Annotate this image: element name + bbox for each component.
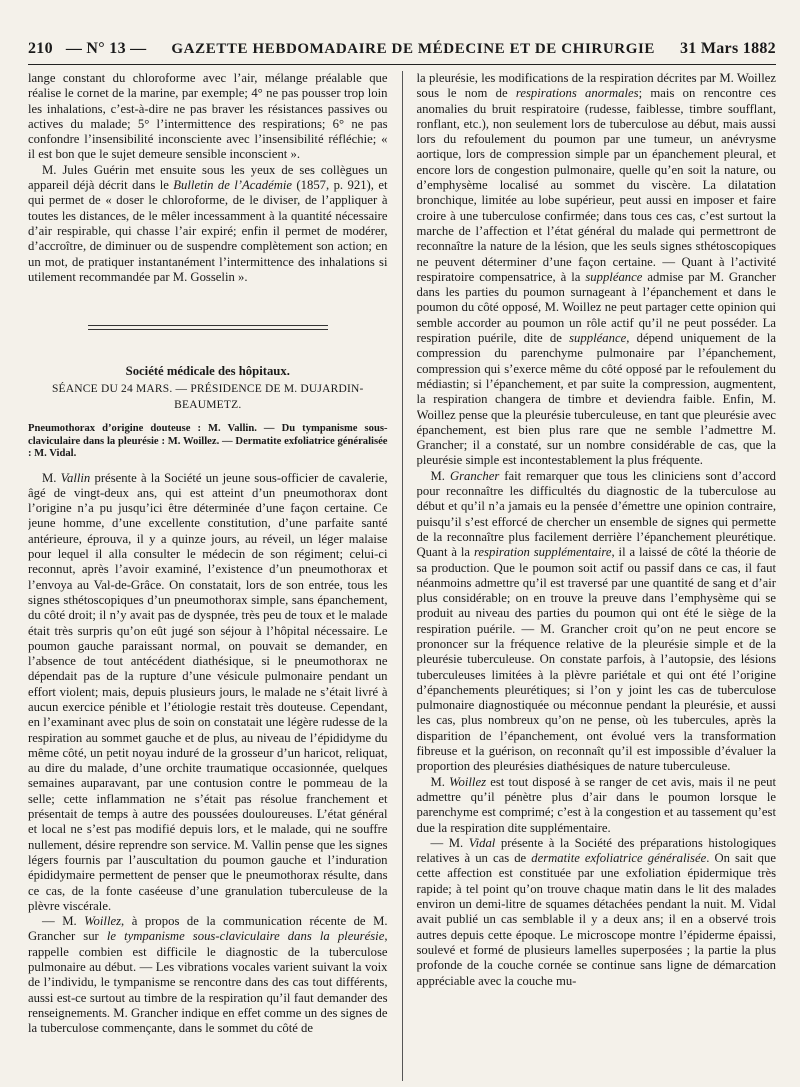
text-run: — M.: [430, 835, 469, 850]
emphasis: Bulletin de l’Académie: [173, 178, 293, 193]
text-run: est tout disposé à se ranger de cet avis, mais il ne peut admettre qu’il pénètre plus d’air dans le poumon lorsque le parenchyme est comprimé; c’est à la congestion et au tassement qu’est due la respiration dite supplémentaire.: [416, 774, 777, 835]
page-number: 210: [28, 40, 53, 57]
section-summary: Pneumothorax d’origine douteuse : M. Vallin. — Du tympanisme sous-claviculaire dans la pleurésie : M. Woillez. — Dermatite exfoliatrice généralisée : M. Vidal.: [28, 423, 388, 460]
emphasis: suppléance,: [569, 331, 630, 346]
section-rule: [88, 325, 328, 330]
header-left: [28, 40, 146, 58]
paragraph: [28, 914, 388, 1036]
issue-number: — N° 13 —: [65, 40, 147, 57]
paragraph: [417, 71, 777, 469]
paragraph: [28, 471, 388, 915]
paragraph: [417, 469, 777, 775]
paragraph: [28, 163, 388, 285]
emphasis: le tympanisme sous-claviculaire dans la pleurésie: [106, 929, 385, 944]
text-run: dépend uniquement de la compression du parenchyme pulmonaire par l’épanchement, compression qui s’exerce même du côté opposé par le refoulement du médiastin; si l’épanchement, et par suite la compression, augmentent, la respiration changera de timbre et deviendra faible. Enfin, M. Woillez pense que la pleurésie tuberculeuse, en tant que pleurésie avec épanchement, est bien plus rare que ne semble l’admettre M. Grancher; il a constaté, sur un nombre considérable de cas, que la pleurésie simple est incontestablement la plus fréquente.: [416, 331, 777, 468]
text-run: . On sait que cette affection est constituée par une exfoliation épidermique très rapide; à tel point qu’on trouve chaque matin dans le lit des malades environ un demi-litre de squames détachées pendant la nuit. M. Vidal avait publié un cas semblable il y a deux ans; il en a observé trois autres depuis cette époque. Le microscope montre l’épiderme épaissi, soulevé et formé de plusieurs lamelles superposées ; la partie la plus profonde de la couche cornée se continue sans ligne de démarcation appréciable avec la couche mu-: [416, 851, 777, 988]
text-run: , rappelle combien est difficile le diagnostic de la tuberculose pulmonaire au début. — Les vibrations vocales varient suivant la voix de l’individu, le tympanisme se rencontre dans des cas tout différents, aussi est-ce surtout au timbre de la respiration qu’il faut demander des renseignements. M. Grancher indique en effet comme un des signes de la tuberculose commençante, dans le sommet du côté de: [28, 929, 388, 1036]
text-run: M.: [430, 468, 450, 483]
text-run: , il a laissé de côté la théorie de sa production. Que le poumon soit actif ou passif dans ce cas, il faut néanmoins admettre qu’il est traversé par une quantité de sang et d’air plus considérable; on en trouve la preuve dans l’emphysème qui se produit au niveau des parties du poumon qui ont été le siège de la respiration puérile. — M. Grancher croit qu’on ne peut encore se prononcer sur la fréquence relative de la pleurésie simple et de la pleurésie tuberculeuse. On constate parfois, à l’autopsie, des lésions tuberculeuses limitées à la plèvre pariétale et qui ont été l’origine d’épanchements pleurétiques; si l’on y joint les cas de tuberculose pulmonaire diagnostiquée ou méconnue pendant la pleurésie, et aussi les cas, plus nombreux qu’on ne pense, où les tubercules, après la disparition de l’épanchement, ont évolué vers la transformation fibreuse et la guérison, on reconnaît qu’il est impossible d’évaluer la proportion des pleurésies diathésiques de nature tuberculeuse.: [416, 545, 777, 774]
emphasis: Woillez: [84, 914, 122, 929]
section-title: Société médicale des hôpitaux.: [125, 364, 290, 379]
journal-title: GAZETTE HEBDOMADAIRE DE MÉDECINE ET DE CHIRURGIE: [171, 41, 656, 57]
text-run: M. Jules Guérin met ensuite sous les yeux de ses collègues un appareil déjà décrit dans le: [28, 162, 388, 193]
text-run: — M.: [42, 914, 85, 929]
emphasis: Woillez: [449, 774, 487, 789]
column-divider: [402, 71, 403, 1081]
text-run: admise par M. Grancher dans les parties du poumon surnageant à l’épanchement et dans le poumon du côté opposé, M. Woillez ne peut partager cette opinion qui semble accorder au poumon un rôle actif qu’il ne peut posséder. La respiration puérile, dite de: [416, 269, 777, 346]
issue-date: 31 Mars 1882: [679, 40, 776, 57]
paragraph: [417, 836, 777, 989]
text-run: la pleurésie, les modifications de la respiration décrites par M. Woillez sous le nom de: [416, 71, 777, 101]
text-run: ; mais on rencontre ces anomalies du bruit respiratoire (rudesse, faiblesse, timbre soufflant, ronflant, etc.), non seulement lors de tuberculose au début, mais aussi lors du refoulement du poumon par une tumeur, un anévrysme aortique, lors de compression simple par un épanchement pleural, et encore lors de congestion pulmonaire, quelle qu’en soit la nature, ou d’emphysème localisé au sommet du viscère. La dilatation bronchique, limitée au lobe supérieur, peut aussi en imposer et faire croire à une tuberculose confirmée; dans tous ces cas, c’est surtout la marche de l’affection et l’état général du malade qui permettront de reconnaître la nature de la lésion, que les seuls signes sthétoscopiques ne peuvent déterminer d’une façon certaine. — Quant à l’activité respiratoire compensatrice, à la: [416, 86, 777, 284]
text-run: présente à la Société un jeune sous-officier de cavalerie, âgé de vingt-deux ans, qui est atteint d’un pneumothorax dont l’origine n’a pu jusqu’ici être déterminée d’une façon certaine. Ce jeune homme, d’une excellente constitution, d’une parfaite santé antérieure, éprouva, il y a quinze jours, au réveil, un léger malaise pour lequel il alla consulter le médecin de son régiment; celui-ci reconnut, après l’avoir examiné, l’existence d’un pneumothorax et l’envoya au Val-de-Grâce. On constatait, lors de son entrée, tous les signes sthétoscopiques d’un pneumothorax simple, sans épanchement, du côté droit; il n’y avait pas de dyspnée, très peu de toux et le malade était très surpris qu’on eût jugé son séjour à l’hôpital nécessaire. Le poumon gauche paraissant normal, on pouvait se demander, en l’absence de tout antécédent diathésique, si le pneumothorax ne dépendait pas de la rupture d’une vésicule pulmonaire pendant un effort violent; mais, depuis plusieurs jours, le malade ne s’était livré à aucun exercice pénible et l’étiologie restait très douteuse. Cependant, en l’examinant avec plus de soin on constatait une légère rudesse de la respiration au sommet gauche et de plus, au niveau de l’épididyme du même côté, un petit noyau induré de la grosseur d’un haricot, reliquat, au dire du malade, d’une orchite traumatique occasionnée, quelques semaines auparavant, par une contusion contre le pommeau de la selle; cette inflammation ne s’était pas résolue franchement et présentait de temps à autre des poussées douloureuses. L’état général et local ne s’est pas modifié depuis lors, et le malade, qui ne souffre nullement, désire reprendre son service. M. Vallin pense que les signes légers fournis par l’auscultation du poumon gauche et l’induration épididymaire permettent de penser que le pneumothorax résulte, dans ce cas, de la fonte caséeuse d’une granulation tuberculeuse de la plèvre viscérale.: [28, 470, 388, 913]
emphasis: respirations anormales: [515, 86, 639, 101]
text-run: fait remarquer que tous les cliniciens sont d’accord pour reconnaître les difficultés du diagnostic de la tuberculose au début et qu’il n’a jamais eu la pensée d’émettre une opinion contraire, puisqu’il s’est efforcé de chercher un ensemble de signes qui permette de la reconnaître plus facilement derrière l’épanchement pleurétique. Quant à la: [416, 468, 777, 560]
paragraph: [417, 775, 777, 836]
right-column: [417, 71, 777, 1081]
text-run: , à propos de la communication récente de M. Grancher sur: [28, 914, 388, 944]
emphasis: dermatite exfoliatrice généralisée: [531, 851, 707, 866]
text-run: (1857, p. 921), et qui permet de « doser le chloroforme, de le diviser, de l’appliquer à toutes les distances, de le mêler incessamment à la quantité nécessaire d’air respirable, qui chasse l’air expiré; enfin il permet de modérer, d’accroître, de diminuer ou de suspendre complètement son action; en un mot, de pratiquer instantanément l’intermittence des inhalations si utilement recommandée par M. Gosselin ».: [28, 178, 388, 284]
text-run: présente à la Société des préparations histologiques relatives à un cas de: [416, 835, 777, 866]
left-column: [28, 71, 388, 1081]
text-run: M.: [430, 774, 450, 789]
emphasis: Vallin: [60, 470, 91, 485]
emphasis: respiration supplémentaire: [473, 545, 612, 560]
emphasis: suppléance: [585, 269, 643, 284]
emphasis: Grancher: [449, 468, 500, 483]
text-columns: [28, 71, 776, 1081]
paragraph: lange constant du chloroforme avec l’air, mélange préalable que réalise le cornet de la marine, par exemple; 4° ne pas pousser trop loin les inhalations, c’est-à-dire ne pas braver les résistances passives ou actives du malade; 5° l’intermittence des respirations; 6° ne pas confondre l’insensibilité inconsciente avec l’insensibilité réfléchie; « il est bon que le sujet demeure sensible inconscient ».: [28, 71, 388, 162]
text-run: M.: [42, 470, 61, 485]
emphasis: Vidal: [468, 835, 496, 850]
session-line: SÉANCE DU 24 MARS. — PRÉSIDENCE DE M. DUJARDIN-BEAUMETZ.: [51, 383, 364, 411]
running-header: [28, 40, 776, 65]
